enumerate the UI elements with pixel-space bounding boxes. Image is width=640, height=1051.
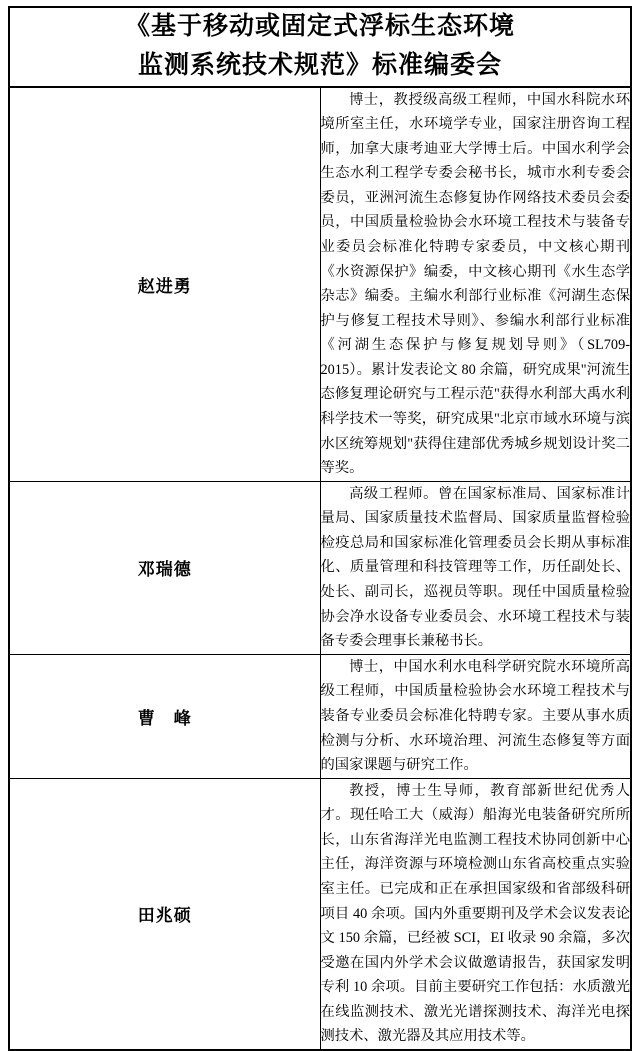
member-bio [320,87,631,482]
member-bio-text: 高级工程师。曾在国家标准局、国家标准计量局、国家质量技术监督局、国家质量监督检验检疫总局和国家标准化管理委员会长期从事标准化、质量管理和科技管理等工作，历任副处长、处长、副司长，巡视员等职。现任中国质量检验协会净水设备专业委员会、水环境工程技术与装备专委会理事长兼秘书长。 [320,485,630,650]
title-line-1: 《基于移动或固定式浮标生态环境 [124,13,515,40]
committee-table [8,6,632,1051]
member-bio-text: 博士，中国水利水电科学研究院水环境所高级工程师，中国质量检验协会水环境工程技术与装备专业委员会标准化特聘专家。主要从事水质检测与分析、水环境治理、河流生态修复等方面的国家课题与研究工作。 [320,658,630,774]
table-row [9,481,631,654]
title-row [9,7,631,87]
member-bio [320,654,631,778]
table-row [9,87,631,482]
member-bio [320,778,631,1050]
document-title [9,7,631,87]
member-bio [320,481,631,654]
member-name: 赵进勇 [9,87,320,482]
member-name: 田兆硕 [9,778,320,1050]
title-line-2: 监测系统技术规范》标准编委会 [137,51,502,79]
member-bio-text: 博士，教授级高级工程师，中国水科院水环境所室主任，水环境学专业，国家注册咨询工程师，加拿大康考迪亚大学博士后。中国水利学会生态水利工程学专委会秘书长，城市水利专委会委员，亚洲河流生态修复协作网络技术委员会委员，中国质量检验协会水环境工程技术与装备专业委员会标准化特聘专家委员，中文核心期刊《水资源保护》编委，中文核心期刊《水生态学杂志》编委。主编水利部行业标准《河湖生态保护与修复工程技术导则》、参编水利部行业标准《河湖生态保护与修复规划导则》（SL709-2015）。累计发表论文 80 余篇，研究成果"河流生态修复理论研究与工程示范"获得水利部大禹水利科学技术一等奖，研究成果"北京市域水环境与滨水区统筹规划"获得住建部优秀城乡规划设计奖二等奖。 [320,91,630,477]
member-bio-text: 教授，博士生导师，教育部新世纪优秀人才。现任哈工大（威海）船海光电装备研究所所长，山东省海洋光电监测工程技术协同创新中心主任，海洋资源与环境检测山东省高校重点实验室主任。已完成和正在承担国家级和省部级科研项目 40 余项。国内外重要期刊及学术会议发表论文 150 余篇，已经被 SCI，EI 收录 90 余篇，多次受邀在国内外学术会议做邀请报告，获国家发明专利 10 余项。目前主要研究工作包括：水质激光在线监测技术、激光光谱探测技术、海洋光电探测技术、激光器及其应用技术等。 [320,782,630,1045]
table-row [9,654,631,778]
table-row [9,778,631,1050]
member-name: 邓瑞德 [9,481,320,654]
member-name: 曹 峰 [9,654,320,778]
